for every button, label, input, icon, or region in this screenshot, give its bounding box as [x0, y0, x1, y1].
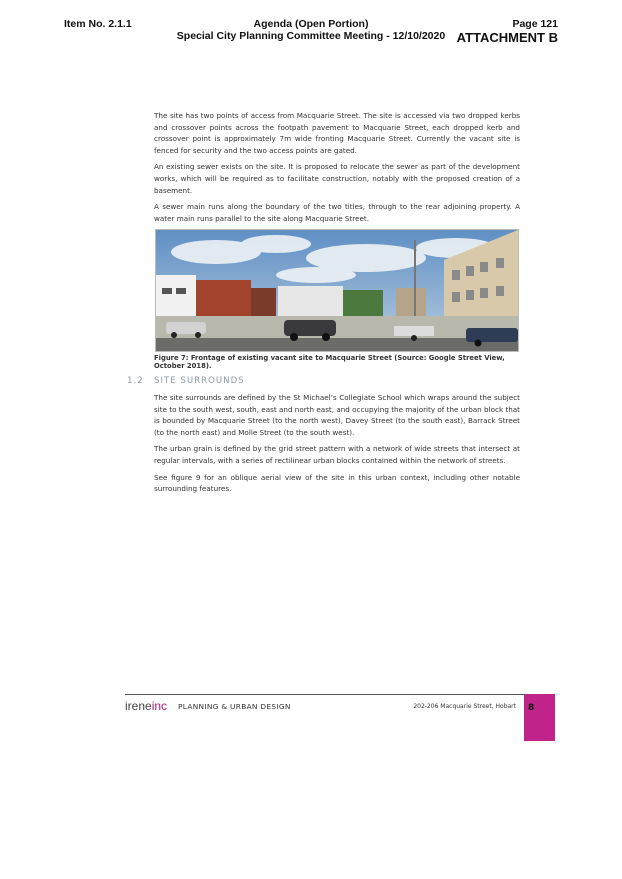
- trees: [343, 290, 383, 320]
- street-view-photo: [155, 229, 519, 352]
- paragraph-mains: A sewer main runs along the boundary of the two titles, through to the rear adjoining property. A water main runs parallel to the site along Macquarie Street.: [154, 202, 520, 223]
- vacant-lot: [156, 316, 518, 340]
- attachment-label: ATTACHMENT B: [456, 30, 558, 45]
- building-white-left: [156, 275, 196, 320]
- section-number: 1.2: [127, 376, 144, 386]
- footer-page-number: 8: [528, 703, 535, 713]
- paragraph-see-figure: See figure 9 for an oblique aerial view of the site in this urban context, including other notable surrounding features.: [154, 472, 520, 494]
- footer-rule: [125, 694, 524, 695]
- road: [156, 338, 518, 351]
- item-number: Item No. 2.1.1: [64, 18, 132, 30]
- paragraph-urban-grain: The urban grain is defined by the grid street pattern with a network of wide streets that intersect at regular intervals, with a series of rectilinear urban blocks contained within the network of streets.: [154, 444, 520, 465]
- logo-irene: irene: [125, 699, 152, 713]
- company-logo: [125, 699, 167, 713]
- page-info: [457, 18, 558, 45]
- paragraph-access: The site has two points of access from Macquarie Street. The site is accessed via two dropped kerbs and crossover points across the footpath pavement to Macquarie Street, each dropped kerb and crossover point is approximately 7m wide fronting Macquarie Street. Currently the vacant site is fenced for security and the two access points are gated.: [154, 111, 520, 155]
- footer-page-box: [524, 694, 555, 741]
- street-view-illustration: [156, 230, 518, 351]
- section-text: [154, 392, 520, 500]
- building-white-center: [278, 286, 343, 318]
- figure-caption: Figure 7: Frontage of existing vacant site to Macquarie Street (Source: Google Street View, October 2018).: [154, 354, 505, 370]
- paragraph-surrounds: The site surrounds are defined by the St Michael’s Collegiate School which wraps around the subject site to the south west, south, east and north east, and occupying the majority of the urban block that is bounded by Macquarie Street (to the north west), Davey Street (to the south east), Barrack Street (to the north east) and Molle Street (to the south west).: [154, 393, 520, 437]
- firm-descriptor: PLANNING & URBAN DESIGN: [178, 702, 291, 711]
- small-building: [396, 288, 426, 320]
- intro-text: [154, 110, 520, 229]
- agenda-title-line2: Special City Planning Committee Meeting - 12/10/2020: [176, 30, 446, 42]
- street-pole: [414, 240, 416, 325]
- logo-inc: inc: [151, 699, 168, 713]
- paragraph-sewer: An existing sewer exists on the site. It is proposed to relocate the sewer as part of the development works, which will be required as to facilitate construction, notably with the proposed creation of a basement.: [154, 162, 520, 195]
- footer-address: 202-206 Macquarie Street, Hobart: [413, 703, 516, 710]
- section-title: SITE SURROUNDS: [154, 376, 245, 386]
- agenda-title-line1: Agenda (Open Portion): [253, 18, 369, 30]
- page-number-header: Page 121: [512, 18, 558, 30]
- building-brick: [196, 280, 251, 320]
